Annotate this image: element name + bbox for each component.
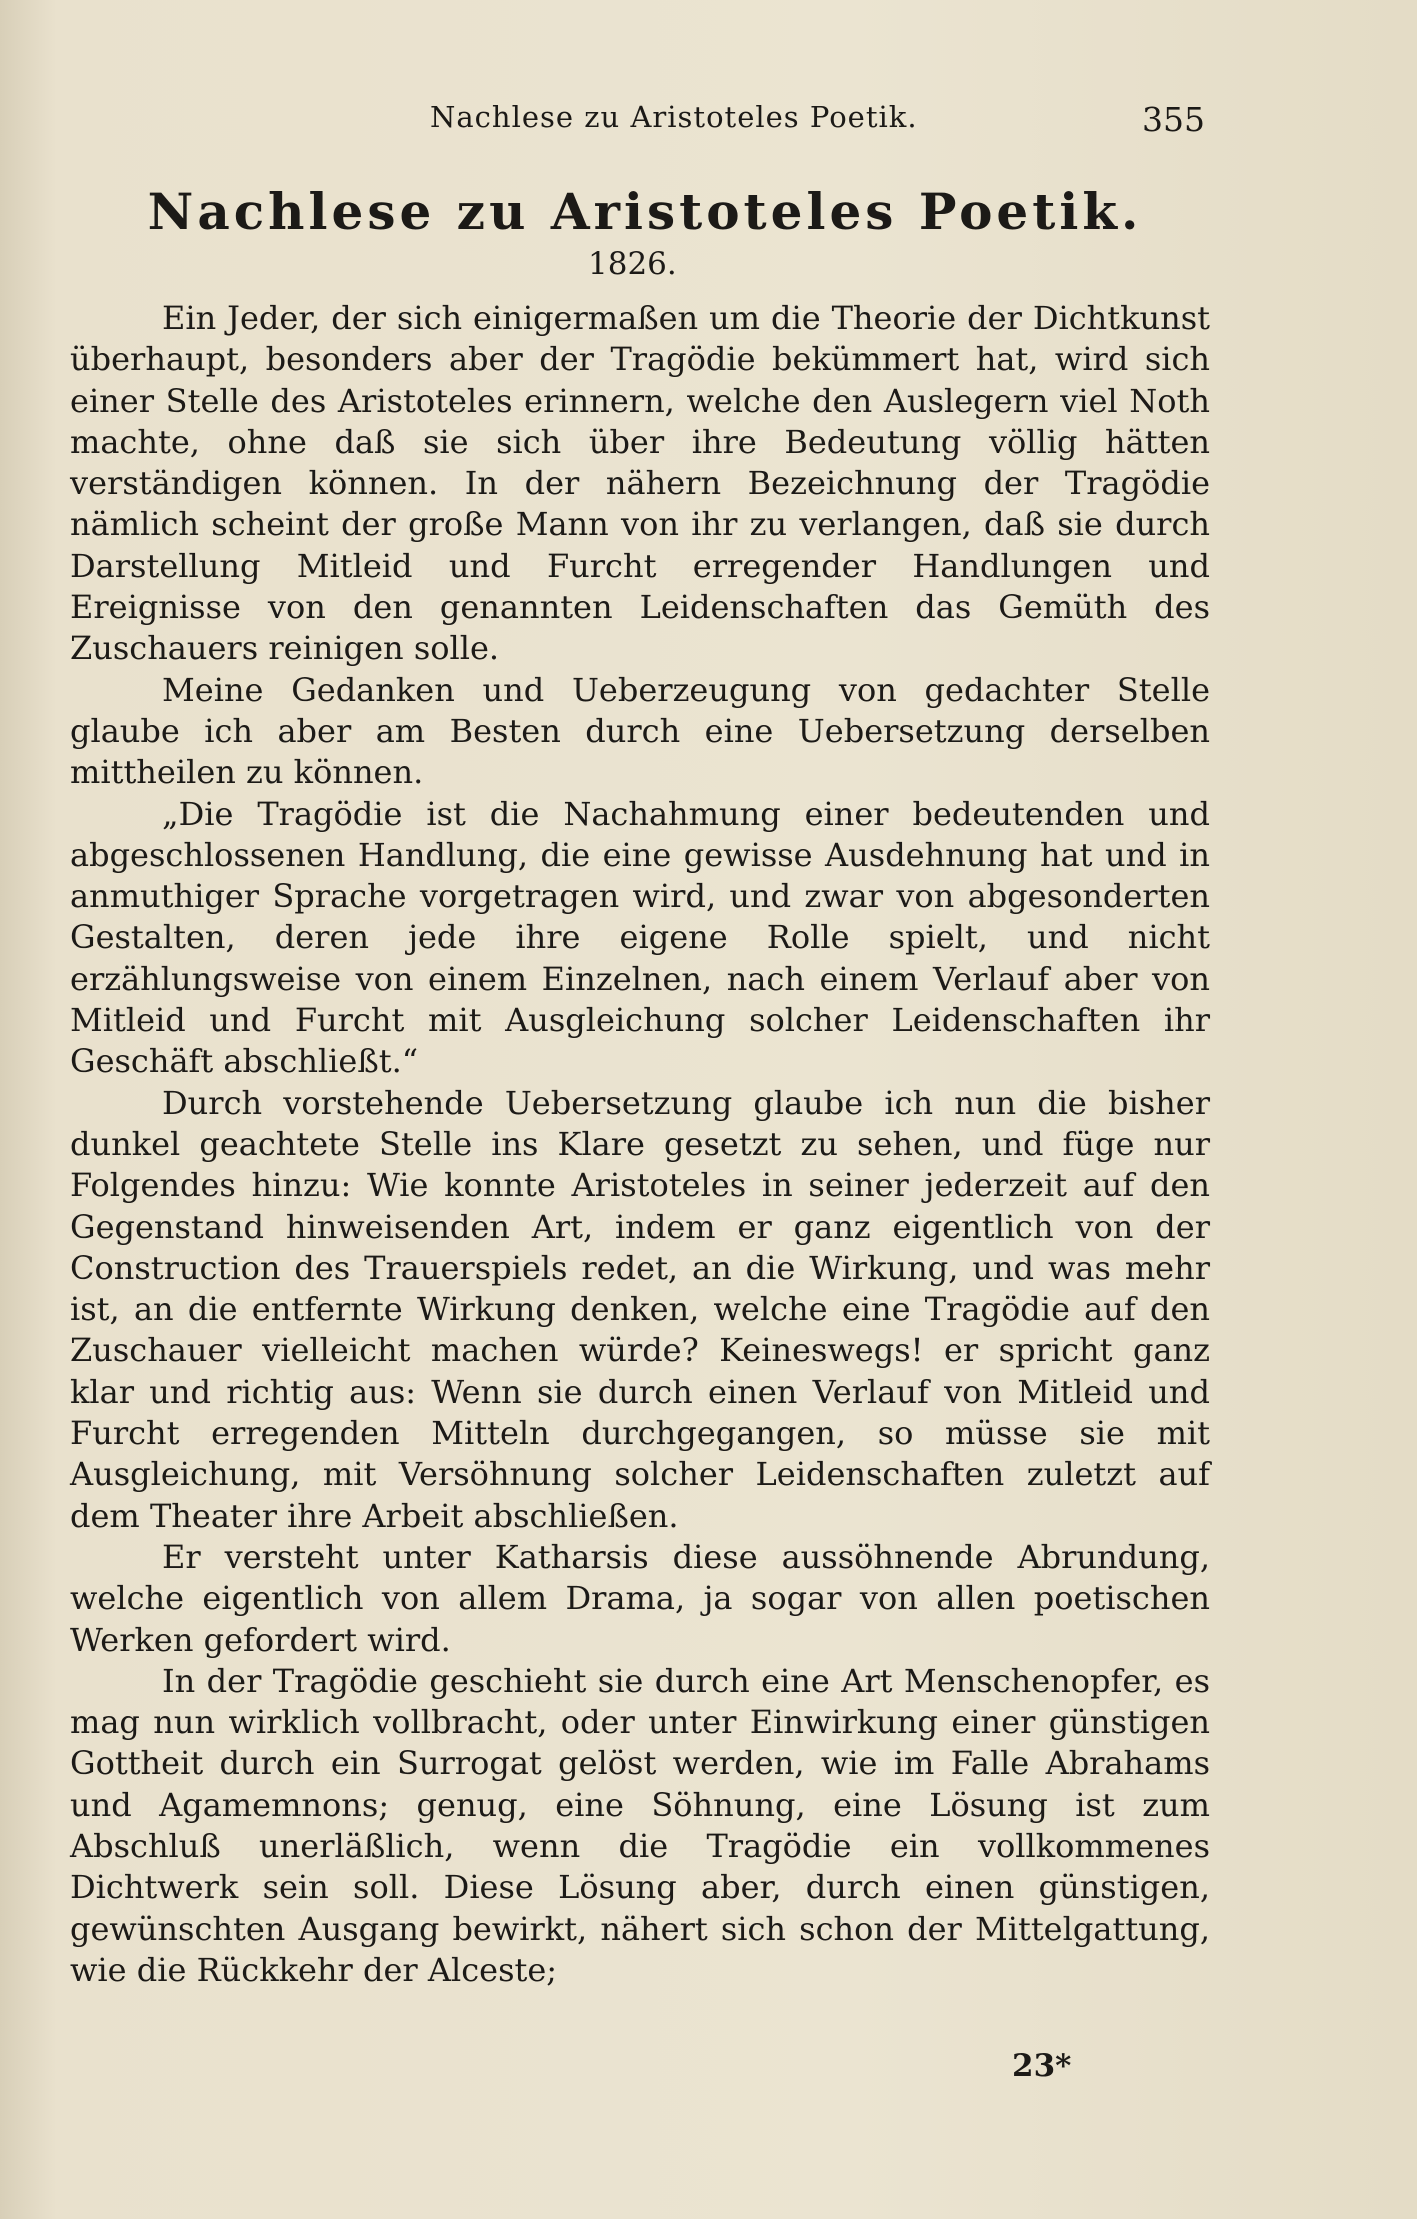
article-year: 1826.	[588, 246, 677, 282]
printer-signature: 23*	[1012, 2048, 1072, 2084]
paragraph: Meine Gedanken und Ueberzeugung von gedachter Stelle glaube ich aber am Besten durch eine Uebersetzung derselben mittheilen zu können.	[70, 670, 1210, 792]
paragraph: Ein Jeder, der sich einigermaßen um die Theorie der Dichtkunst überhaupt, besonders aber der Tragödie bekümmert hat, wird sich einer Stelle des Aristoteles erinnern, welche den Auslegern viel Noth machte, ohne daß sie sich über ihre Bedeutung völlig hätten verständigen können. In der nähern Bezeichnung der Tragödie nämlich scheint der große Mann von ihr zu verlangen, daß sie durch Darstellung Mitleid und Furcht erregender Handlungen und Ereignisse von den genannten Leidenschaften das Gemüth des Zuschauers reinigen solle.	[70, 299, 1210, 668]
running-head: Nachlese zu Aristoteles Poetik.	[430, 100, 918, 134]
page-number: 355	[1142, 100, 1205, 139]
paragraph: „Die Tragödie ist die Nachahmung einer bedeutenden und abgeschlossenen Handlung, die eine gewisse Ausdehnung hat und in anmuthiger Sprache vorgetragen wird, und zwar von abgesonderten Gestalten, deren jede ihre eigene Rolle spielt, und nicht erzählungsweise von einem Einzelnen, nach einem Verlauf aber von Mitleid und Furcht mit Ausgleichung solcher Leidenschaften ihr Geschäft abschließt.“	[70, 794, 1210, 1081]
paragraph: Durch vorstehende Uebersetzung glaube ich nun die bisher dunkel geachtete Stelle ins Klare gesetzt zu sehen, und füge nur Folgendes hinzu: Wie konnte Aristoteles in seiner jederzeit auf den Gegenstand hinweisenden Art, indem er ganz eigentlich von der Construction des Trauerspiels redet, an die Wirkung, und was mehr ist, an die entfernte Wirkung denken, welche eine Tragödie auf den Zuschauer vielleicht machen würde? Keineswegs! er spricht ganz klar und richtig aus: Wenn sie durch einen Verlauf von Mitleid und Furcht erregenden Mitteln durchgegangen, so müsse sie mit Ausgleichung, mit Versöhnung solcher Leidenschaften zuletzt auf dem Theater ihre Arbeit abschließen.	[70, 1083, 1210, 1535]
body-text	[70, 298, 1210, 1991]
paragraph: In der Tragödie geschieht sie durch eine Art Menschenopfer, es mag nun wirklich vollbracht, oder unter Einwirkung einer günstigen Gottheit durch ein Surrogat gelöst werden, wie im Falle Abrahams und Agamemnons; genug, eine Söhnung, eine Lösung ist zum Abschluß unerläßlich, wenn die Tragödie ein vollkommenes Dichtwerk sein soll. Diese Lösung aber, durch einen günstigen, gewünschten Ausgang bewirkt, nähert sich schon der Mittelgattung, wie die Rückkehr der Alceste;	[70, 1661, 1210, 1989]
article-title: Nachlese zu Aristoteles Poetik.	[147, 182, 1143, 241]
paragraph: Er versteht unter Katharsis diese aussöhnende Abrundung, welche eigentlich von allem Drama, ja sogar von allen poetischen Werken gefordert wird.	[70, 1537, 1210, 1659]
